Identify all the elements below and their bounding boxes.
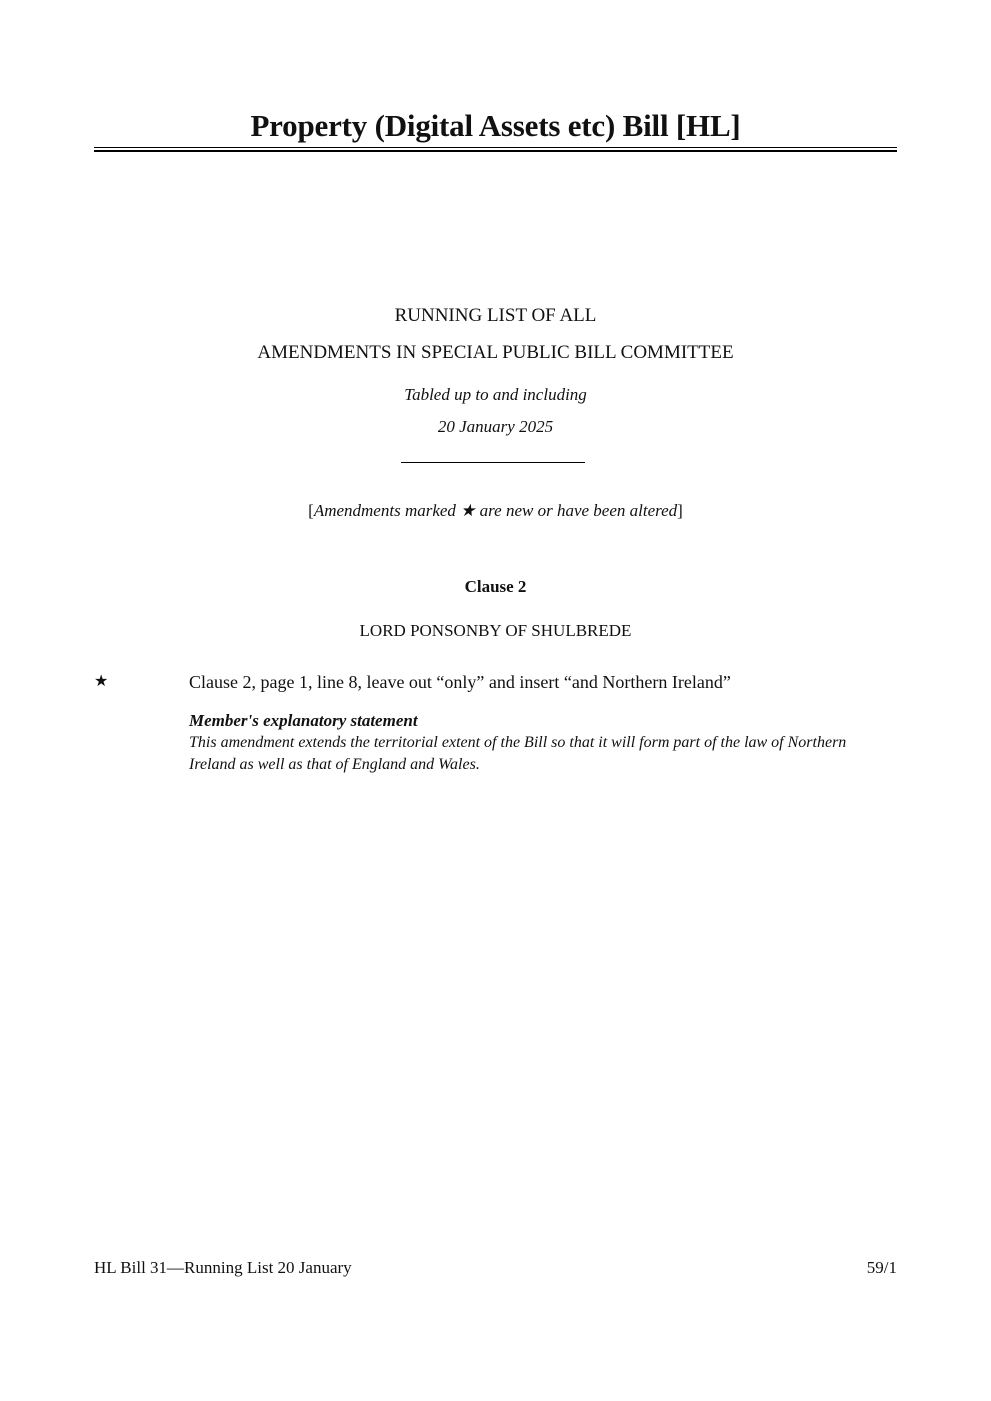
explanatory-statement-text: This amendment extends the territorial extent of the Bill so that it will form part of the law of Northern Ireland as well as that of England and Wales.: [189, 734, 847, 773]
title-double-rule: [94, 147, 897, 152]
divider-rule: [401, 462, 585, 463]
committee-heading: AMENDMENTS IN SPECIAL PUBLIC BILL COMMITTEE: [257, 342, 734, 363]
footer-bill-reference: HL Bill 31—Running List 20 January: [94, 1258, 352, 1277]
tabled-label: Tabled up to and including: [404, 385, 587, 404]
running-list-heading: RUNNING LIST OF ALL: [394, 305, 597, 326]
clause-heading: Clause 2: [464, 577, 527, 596]
explanatory-statement: [189, 710, 889, 776]
tabled-date: 20 January 2025: [437, 417, 554, 436]
footer-page-number: 59/1: [866, 1258, 897, 1277]
new-amendment-star-icon: ★: [94, 673, 109, 690]
notice-close-bracket: ]: [677, 501, 683, 520]
amendments-notice: [94, 500, 897, 522]
notice-text: Amendments marked ★ are new or have been altered: [313, 501, 678, 520]
amendment-text: Clause 2, page 1, line 8, leave out “only” and insert “and Northern Ireland”: [189, 672, 731, 692]
explanatory-statement-label: Member's explanatory statement: [189, 711, 418, 730]
notice-open-bracket: [: [308, 501, 314, 520]
page-title: Property (Digital Assets etc) Bill [HL]: [250, 108, 741, 143]
member-name: LORD PONSONBY OF SHULBREDE: [359, 621, 632, 640]
